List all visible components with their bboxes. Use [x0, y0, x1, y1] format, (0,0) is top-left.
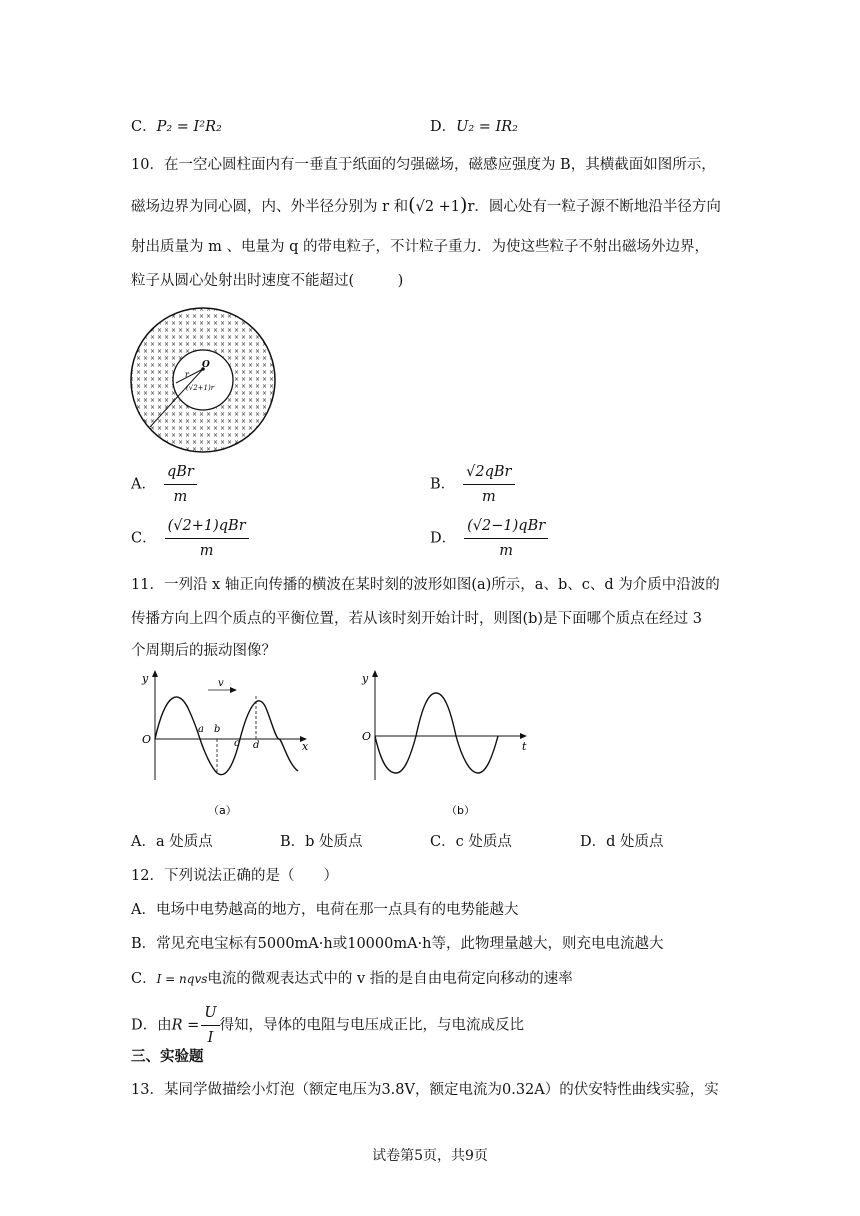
- q11-option-a: A．a 处质点: [131, 834, 213, 850]
- center-label-o: O: [202, 360, 210, 370]
- q10-magnetic-field-figure: [128, 305, 278, 455]
- wave-curve: [155, 697, 298, 775]
- outer-radius-label: (√2+1)r: [186, 384, 215, 392]
- q12-option-c: C．I = nqvs电流的微观表达式中的 v 指的是自由电荷定向移动的速率: [131, 971, 573, 987]
- fig-a-point-c: c: [234, 738, 240, 749]
- q11-option-c: C．c 处质点: [430, 834, 512, 850]
- q11-line3: 个周期后的振动图像？: [131, 643, 276, 659]
- q12-option-b: B．常见充电宝标有5000mA·h或10000mA·h等，此物理量越大，则充电电流越大: [131, 936, 664, 952]
- fig-b-t-label: t: [522, 740, 527, 753]
- q10-radical-coef: √2 +1: [415, 199, 461, 215]
- section-title: 三、实验题: [131, 1049, 204, 1065]
- q10-line3: 射出质量为 m 、电量为 q 的带电粒子，不计粒子重力．为使这些粒子不射出磁场外边界，: [131, 239, 709, 255]
- fig-b-caption: （b）: [446, 804, 475, 817]
- q10-line1: 10．在一空心圆柱面内有一垂直于纸面的匀强磁场，磁感应强度为 B，其横截面如图所示，: [131, 157, 716, 173]
- prev-option-d: D．U₂ = IR₂: [430, 119, 518, 135]
- q11-line2: 传播方向上四个质点的平衡位置，若从该时刻开始计时，则图(b)是下面哪个质点在经过 3: [131, 611, 702, 627]
- q10-line4: 粒子从圆心处射出时速度不能超过( ): [131, 273, 404, 289]
- fig-a-y-label: y: [142, 672, 149, 685]
- fig-a-x-label: x: [302, 740, 309, 753]
- q13-line1: 13．某同学做描绘小灯泡（额定电压为3.8V，额定电流为0.32A）的伏安特性曲线实验，实: [131, 1082, 719, 1098]
- q11-option-d: D．d 处质点: [580, 834, 664, 850]
- q10-option-b: B． $\frac{\text{√2qBr}}{m}$: [430, 462, 515, 507]
- fig-a-point-d: d: [253, 740, 260, 751]
- fig-a-caption: （a）: [208, 804, 237, 817]
- q11-waveform-figure-a: [138, 668, 318, 820]
- q11-line1: 11．一列沿 x 轴正向传播的横波在某时刻的波形如图(a)所示，a、b、c、d 为介质中沿波的: [131, 577, 720, 593]
- q12-option-d: D．由R = $\frac{U}{I}$ 得知，导体的电阻与电压成正比，与电流成反比: [131, 1005, 525, 1046]
- q10-option-d: D． $\frac{\text{(√2−1)qBr}}{m}$: [430, 516, 548, 561]
- vibration-curve: [375, 693, 498, 773]
- q10-option-a: A． $\frac{\text{qBr}}{m}$: [131, 462, 197, 507]
- fig-b-origin-label: O: [362, 730, 372, 743]
- fig-a-velocity-label: v: [218, 678, 224, 689]
- q10-option-c: C． $\frac{\text{(√2+1)qBr}}{m}$: [131, 516, 249, 561]
- q11-option-b: B．b 处质点: [280, 834, 363, 850]
- fig-a-origin-label: O: [142, 733, 152, 746]
- inner-radius-label: r: [185, 370, 189, 379]
- prev-option-c: C．P₂ = I²R₂: [131, 119, 222, 135]
- q12-option-a: A．电场中电势越高的地方，电荷在那一点具有的电势能越大: [131, 902, 519, 918]
- fig-a-point-a: a: [198, 724, 204, 735]
- fig-a-point-b: b: [214, 724, 221, 735]
- page-footer: 试卷第5页，共9页: [372, 1148, 488, 1164]
- q11-vibration-figure-b: [358, 668, 538, 820]
- q12-stem: 12．下列说法正确的是（ ）: [131, 868, 338, 884]
- q10-line2: 磁场边界为同心圆，内、外半径分别为 r 和(√2 +1)r．圆心处有一粒子源不断地沿半径方向: [131, 194, 721, 216]
- fig-b-y-label: y: [362, 672, 369, 685]
